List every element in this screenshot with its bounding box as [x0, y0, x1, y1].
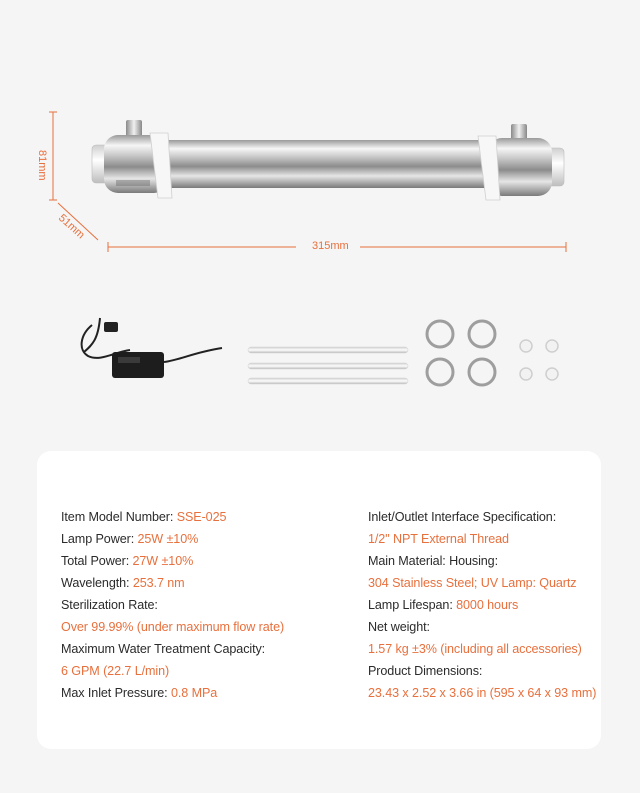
spec-wavelength: Wavelength: 253.7 nm — [61, 576, 185, 590]
spec-max-inlet-pressure: Max Inlet Pressure: 0.8 MPa — [61, 686, 218, 700]
spec-capacity-label: Maximum Water Treatment Capacity: — [61, 642, 266, 656]
spec-net-weight-value: 1.57 kg ±3% (including all accessories) — [368, 642, 582, 656]
o-rings — [520, 340, 558, 380]
depth-dimension-label: 51mm — [55, 212, 87, 242]
height-dimension-label: 81mm — [36, 150, 48, 181]
spec-total-power: Total Power: 27W ±10% — [61, 554, 194, 568]
length-dimension-label: 315mm — [312, 240, 349, 252]
spec-material-value: 304 Stainless Steel; UV Lamp: Quartz — [368, 576, 577, 590]
sterilizer-body — [92, 120, 564, 200]
spec-material-label: Main Material: Housing: — [368, 554, 498, 568]
spec-lamp-lifespan: Lamp Lifespan: 8000 hours — [368, 598, 519, 612]
spec-sterilization-rate-value: Over 99.99% (under maximum flow rate) — [61, 620, 285, 634]
spec-net-weight-label: Net weight: — [368, 620, 430, 634]
spec-model-number: Item Model Number: SSE-025 — [61, 510, 227, 524]
spec-capacity-value: 6 GPM (22.7 L/min) — [61, 664, 170, 678]
height-dimension-line — [49, 112, 57, 200]
spec-dimensions-value: 23.43 x 2.52 x 3.66 in (595 x 64 x 93 mm) — [368, 686, 597, 700]
spec-sterilization-rate-label: Sterilization Rate: — [61, 598, 158, 612]
mounting-clamps — [427, 321, 495, 385]
spec-interface-value: 1/2" NPT External Thread — [368, 532, 509, 546]
quartz-tubes — [248, 347, 408, 384]
spec-interface-label: Inlet/Outlet Interface Specification: — [368, 510, 557, 524]
power-adapter — [82, 318, 222, 378]
spec-card — [37, 451, 601, 749]
spec-dimensions-label: Product Dimensions: — [368, 664, 483, 678]
spec-lamp-power: Lamp Power: 25W ±10% — [61, 532, 199, 546]
